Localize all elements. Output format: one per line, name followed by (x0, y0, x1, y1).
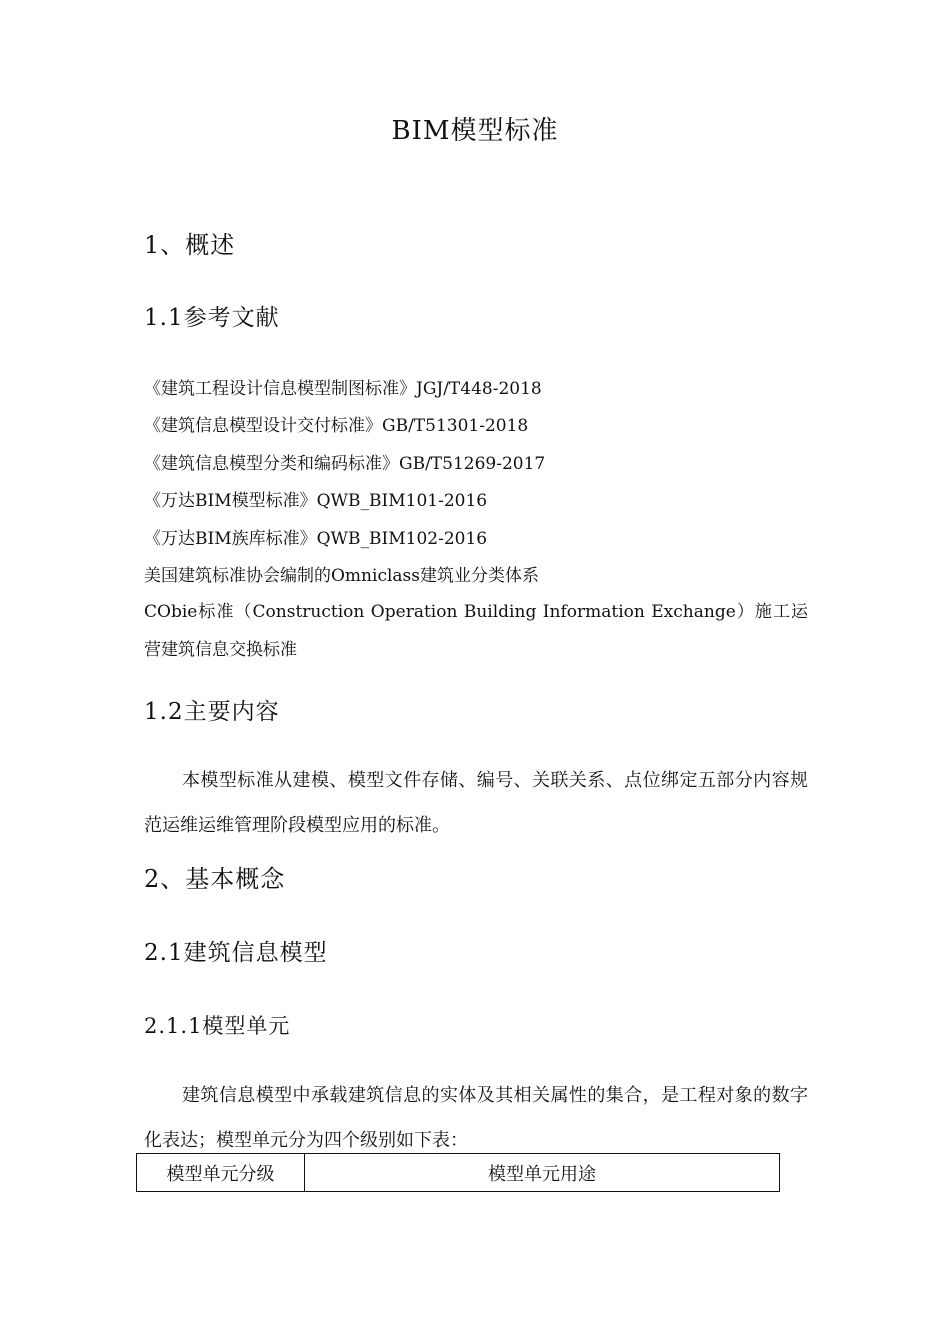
reference-item: 《建筑信息模型设计交付标准》GB/T51301-2018 (144, 416, 529, 437)
reference-item: CObie标准（Construction Operation Building Information Exchange）施工运营建筑信息交换标准 (144, 602, 808, 660)
model-unit-paragraph: 建筑信息模型中承载建筑信息的实体及其相关属性的集合，是工程对象的数字化表达；模型单元分为四个级别如下表： (144, 1085, 808, 1151)
table-header-level: 模型单元分级 (137, 1154, 305, 1192)
model-unit-table (136, 1153, 780, 1192)
reference-item: 《建筑信息模型分类和编码标准》GB/T51269-2017 (144, 453, 546, 474)
reference-item: 《万达BIM模型标准》QWB_BIM101-2016 (144, 491, 488, 512)
main-content-paragraph: 本模型标准从建模、模型文件存储、编号、关联关系、点位绑定五部分内容规范运维运维管理阶段模型应用的标准。 (144, 770, 808, 836)
section-heading-basic-concepts: 2、基本概念 (144, 865, 286, 893)
reference-item: 美国建筑标准协会编制的Omniclass建筑业分类体系 (144, 565, 539, 586)
document-title: BIM模型标准 (391, 116, 559, 146)
table-header-usage: 模型单元用途 (305, 1154, 780, 1192)
subsubsection-heading-model-unit: 2.1.1模型单元 (144, 1014, 291, 1038)
subsection-heading-references: 1.1参考文献 (144, 305, 280, 331)
reference-list (144, 374, 808, 669)
table-header-row (137, 1154, 780, 1192)
subsection-heading-main-content: 1.2主要内容 (144, 699, 280, 725)
reference-item: 《万达BIM族库标准》QWB_BIM102-2016 (144, 528, 488, 549)
section-heading-overview: 1、概述 (144, 231, 236, 259)
subsection-heading-bim: 2.1建筑信息模型 (144, 940, 328, 966)
reference-item: 《建筑工程设计信息模型制图标准》JGJ/T448-2018 (144, 379, 542, 399)
